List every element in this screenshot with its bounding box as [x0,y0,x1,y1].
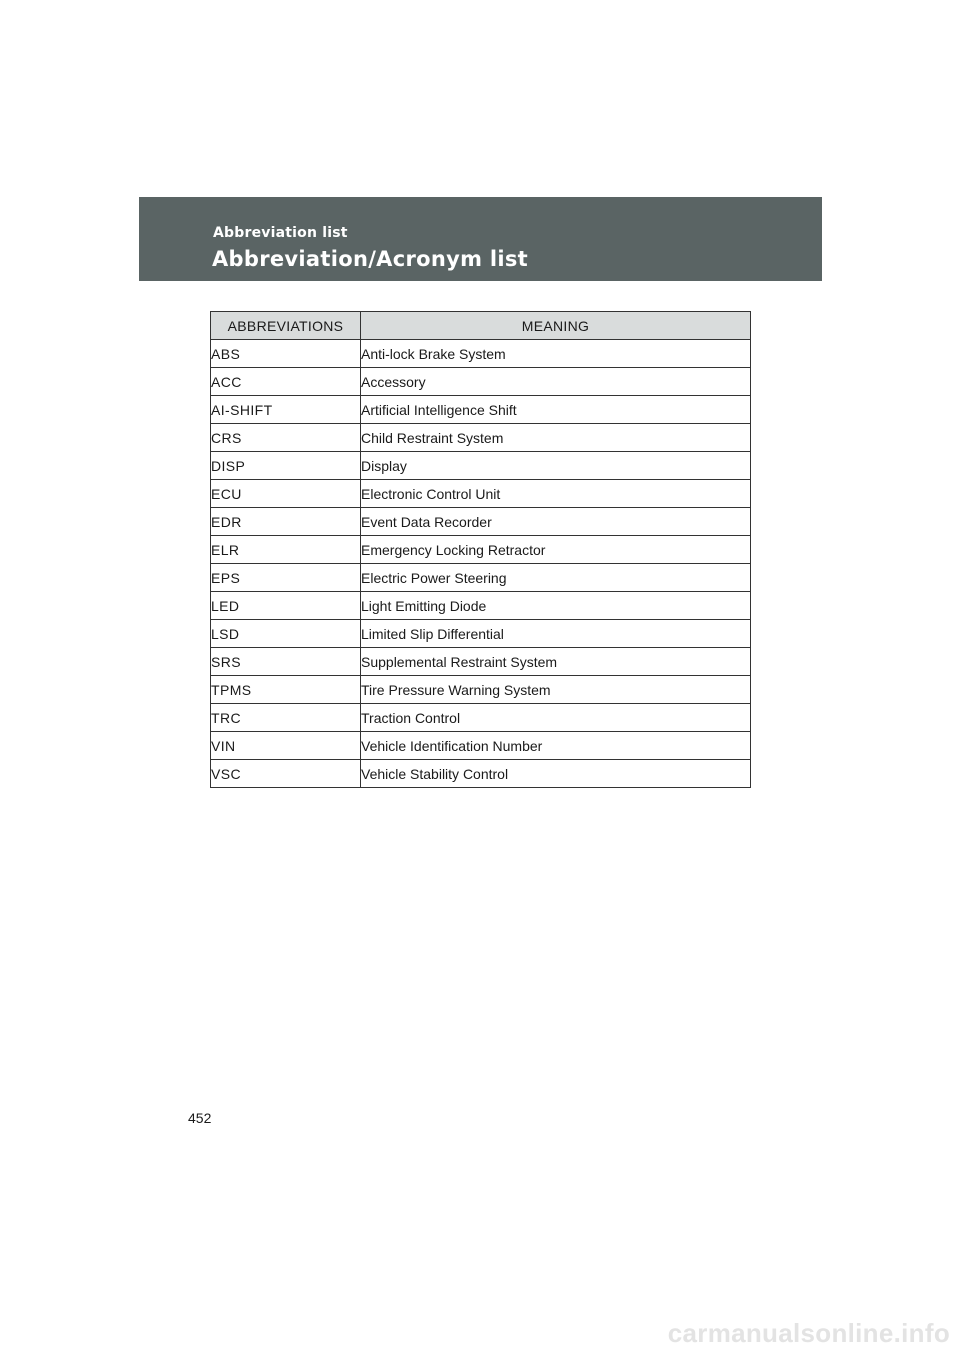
meaning-cell: Display [361,452,751,480]
meaning-cell: Emergency Locking Retractor [361,536,751,564]
table-row [211,760,751,788]
abbreviation-cell: SRS [211,648,361,676]
meaning-cell: Artificial Intelligence Shift [361,396,751,424]
meaning-cell: Supplemental Restraint System [361,648,751,676]
watermark: carmanualsonline.info [667,1318,950,1348]
abbreviation-cell: TPMS [211,676,361,704]
abbreviation-cell: ELR [211,536,361,564]
page-title: Abbreviation/Acronym list [212,247,529,271]
table-row [211,592,751,620]
abbreviation-cell: VSC [211,760,361,788]
abbreviation-table [210,311,751,788]
table-row [211,536,751,564]
table-row [211,508,751,536]
table-row [211,452,751,480]
meaning-cell: Electronic Control Unit [361,480,751,508]
abbreviation-cell: AI-SHIFT [211,396,361,424]
page-number: 452 [188,1110,212,1126]
abbreviation-cell: ABS [211,340,361,368]
table-row [211,732,751,760]
table-row [211,648,751,676]
abbreviation-cell: EDR [211,508,361,536]
column-header-abbreviations: ABBREVIATIONS [211,312,361,340]
meaning-cell: Light Emitting Diode [361,592,751,620]
table-row [211,340,751,368]
column-header-meaning: MEANING [361,312,751,340]
header-band [139,197,822,281]
meaning-cell: Traction Control [361,704,751,732]
table-row [211,480,751,508]
table-header-row [211,312,751,340]
table-row [211,620,751,648]
table-row [211,704,751,732]
table-row [211,424,751,452]
meaning-cell: Vehicle Identification Number [361,732,751,760]
table-row [211,676,751,704]
meaning-cell: Child Restraint System [361,424,751,452]
abbreviation-cell: LSD [211,620,361,648]
table-row [211,396,751,424]
table-row [211,368,751,396]
abbreviation-cell: DISP [211,452,361,480]
section-label: Abbreviation list [213,225,348,241]
meaning-cell: Limited Slip Differential [361,620,751,648]
table-row [211,564,751,592]
abbreviation-cell: TRC [211,704,361,732]
meaning-cell: Event Data Recorder [361,508,751,536]
abbreviation-cell: LED [211,592,361,620]
abbreviation-cell: ACC [211,368,361,396]
meaning-cell: Vehicle Stability Control [361,760,751,788]
meaning-cell: Electric Power Steering [361,564,751,592]
meaning-cell: Accessory [361,368,751,396]
abbreviation-cell: VIN [211,732,361,760]
abbreviation-cell: ECU [211,480,361,508]
meaning-cell: Anti-lock Brake System [361,340,751,368]
abbreviation-cell: EPS [211,564,361,592]
meaning-cell: Tire Pressure Warning System [361,676,751,704]
abbreviation-cell: CRS [211,424,361,452]
